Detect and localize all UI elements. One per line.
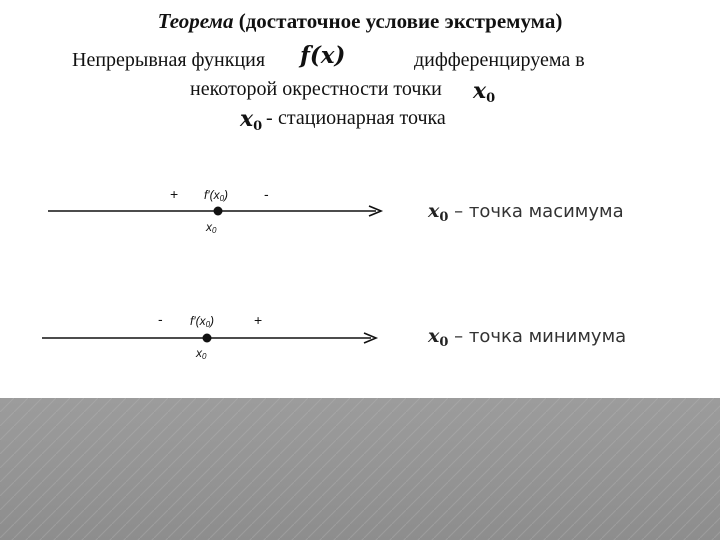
minimum-result-symbol: $x_0$ [428,325,449,350]
function-symbol: f(x) [300,42,346,69]
condition-line3: стационарная точка [278,107,446,129]
maximum-result [428,200,624,225]
footer-texture [0,398,720,540]
maximum-left-sign: + [170,186,179,202]
minimum-point-dot [203,334,212,343]
maximum-result-text: точка масимума [468,201,624,222]
condition-line3-dash: - [266,107,273,129]
minimum-result-text: точка минимума [468,326,627,347]
minimum-result-dash: – [454,326,464,347]
maximum-right-sign: - [264,186,269,202]
condition-line1-start: Непрерывная функция [72,49,266,71]
minimum-left-sign: - [158,311,163,327]
minimum-derivative-label: $f'(x_0)$ [190,314,215,329]
condition-line1-end: дифференцируема в [414,49,585,71]
decorative-footer-band [0,398,720,540]
maximum-result-dash: – [454,201,464,222]
title-open-paren: ( [238,9,246,33]
minimum-result [428,325,626,350]
minimum-point-label: $x_0$ [196,346,207,361]
maximum-point-label: $x_0$ [206,220,217,235]
minimum-right-sign: + [254,312,263,328]
point-symbol-line2: $x_0$ [473,78,496,106]
maximum-result-symbol: $x_0$ [428,200,449,225]
title-close-paren: ) [555,9,563,33]
title-theorem-word: Теорема [157,9,234,33]
maximum-point-dot [214,207,223,216]
condition-line2: некоторой окрестности точки [190,78,442,100]
maximum-derivative-label: $f'(x_0)$ [204,188,229,203]
title-condition-text: достаточное условие экстремума [245,9,556,33]
point-symbol-line3: $x_0$ [240,106,263,134]
